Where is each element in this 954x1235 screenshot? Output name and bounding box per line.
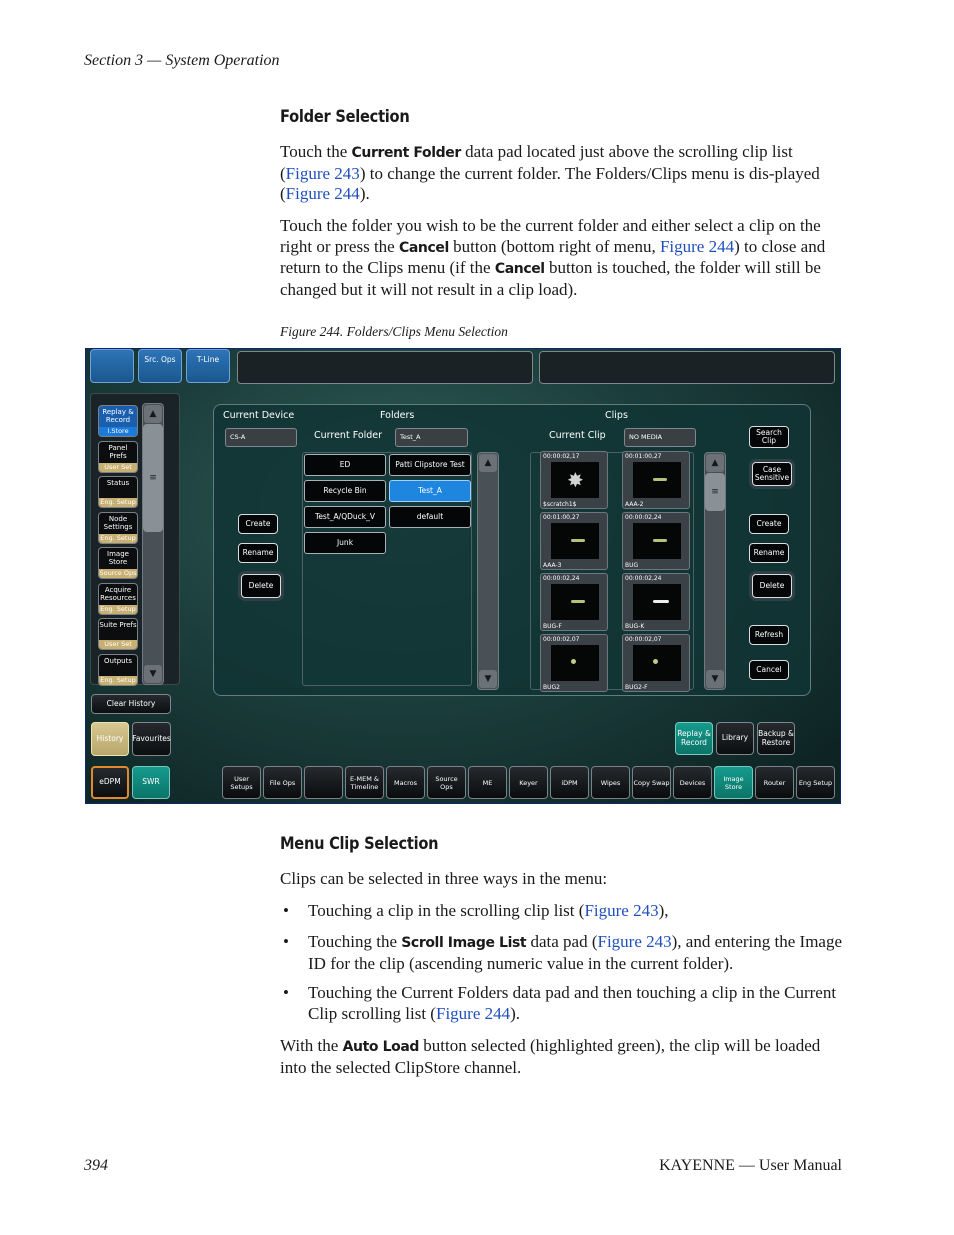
clips-label: Clips: [605, 410, 628, 421]
bottom-bar-button[interactable]: Devices: [673, 766, 712, 799]
top-data-pad-right[interactable]: [539, 351, 835, 384]
folders-label: Folders: [380, 410, 415, 421]
key-icon: [571, 600, 585, 603]
sidebar-item-sub: User Set: [99, 463, 137, 472]
search-clip-button[interactable]: Search Clip: [749, 426, 789, 448]
scroll-thumb-icon[interactable]: ≡: [143, 424, 163, 532]
page-number: 394: [84, 1157, 108, 1174]
clip-name: BUG: [625, 562, 639, 569]
sidebar-item[interactable]: [98, 512, 138, 544]
clip-timecode: 00:01:00,27: [543, 514, 580, 521]
current-folder-field[interactable]: Test_A: [395, 428, 468, 447]
menu-clip-selection-heading: Menu Clip Selection: [280, 834, 439, 854]
sidebar-item-title: Replay & Record: [102, 408, 134, 424]
bottom-bar-button[interactable]: [304, 766, 343, 799]
bullet-1: • Touching a clip in the scrolling clip list (Figure 243),: [283, 901, 669, 920]
clip-timecode: 00:00:02,07: [543, 636, 580, 643]
bottom-bar-button[interactable]: Macros: [386, 766, 425, 799]
sidebar-item-title: Acquire Resources: [100, 585, 136, 602]
clip-thumbnail[interactable]: [540, 512, 608, 570]
menu-clip-outro: With the Auto Load button selected (highlighted green), the clip will be loaded into the selected ClipStore channel.: [280, 1036, 821, 1077]
folder-selection-paragraph-2: Touch the folder you wish to be the current folder and either select a clip on the right or press the Cancel button (bottom right of menu, Figure 244) to close and return to the Clips menu (if the Cancel button is touched, the folder will still be changed but it will not result in a clip load).: [280, 216, 826, 299]
current-folder-label: Current Folder: [314, 430, 383, 441]
current-clip-label: Current Clip: [549, 430, 606, 441]
clip-name: AAA-3: [543, 562, 562, 569]
history-button[interactable]: History: [91, 722, 129, 756]
folder-test-a[interactable]: Test_A: [389, 480, 471, 502]
clip-thumbnail[interactable]: [622, 512, 690, 570]
submenu-backup-restore[interactable]: Backup & Restore: [757, 722, 795, 755]
submenu-replay-record[interactable]: Replay & Record: [675, 722, 713, 755]
scroll-thumb-icon[interactable]: ≡: [705, 473, 725, 511]
key-icon: [571, 539, 585, 542]
sidebar-item-title: Image Store: [107, 550, 129, 566]
sidebar-item[interactable]: [98, 405, 138, 437]
sidebar-item-sub: Eng. Setup: [100, 675, 136, 684]
scroll-down-icon[interactable]: ▼: [706, 670, 724, 688]
clip-name: BUG-F: [543, 623, 562, 630]
sidebar-item-title: Node Settings: [103, 514, 133, 531]
sidebar-item[interactable]: [98, 547, 138, 579]
clip-timecode: 00:00:02,17: [543, 453, 580, 460]
sidebar-item[interactable]: [98, 654, 138, 686]
bottom-bar-button[interactable]: Copy Swap: [632, 766, 671, 799]
scroll-up-icon[interactable]: ▲: [144, 405, 162, 423]
clip-preview: [633, 523, 681, 559]
clip-preview: [551, 523, 599, 559]
sidebar-item-title: Panel Prefs: [108, 443, 128, 460]
section-header: Section 3 — System Operation: [84, 52, 280, 69]
bottom-bar-button[interactable]: File Ops: [263, 766, 302, 799]
folders-clips-screenshot: [85, 348, 841, 804]
top-tab-src-ops[interactable]: Src. Ops: [138, 349, 182, 383]
figure-244-link[interactable]: Figure 244: [435, 1003, 511, 1023]
sidebar-item[interactable]: [98, 618, 138, 650]
dot-icon: [653, 659, 658, 664]
bullet-dot-icon: •: [283, 983, 289, 1002]
sidebar-item-title: Suite Prefs: [99, 621, 137, 629]
folder-test-a-qduck-v[interactable]: Test_A/QDuck_V: [304, 506, 386, 528]
case-sensitive-button[interactable]: Case Sensitive: [752, 462, 792, 486]
clip-scrollbar[interactable]: [704, 452, 726, 690]
folder-scrollbar[interactable]: [477, 452, 499, 690]
figure-243-link[interactable]: Figure 243: [584, 901, 659, 920]
clip-create-button[interactable]: Create: [749, 514, 789, 534]
scroll-up-icon[interactable]: ▲: [706, 454, 724, 472]
bottom-bar-button[interactable]: Image Store: [714, 766, 753, 799]
bottom-bar-button[interactable]: Source Ops: [427, 766, 466, 799]
bottom-bar-button[interactable]: ME: [468, 766, 507, 799]
clip-thumbnail[interactable]: [540, 573, 608, 631]
clip-timecode: 00:00:02,24: [625, 514, 662, 521]
bottom-bar-button[interactable]: iDPM: [550, 766, 589, 799]
current-device-field[interactable]: CS-A: [225, 428, 297, 447]
star-icon: ✸: [567, 468, 584, 492]
folder-selection-paragraph-1: Touch the Current Folder data pad located just above the scrolling clip list (Figure 243) to change the current folder. The Folders/Clips menu is dis-played (Figure 244).: [280, 142, 820, 203]
clip-name: BUG-K: [625, 623, 645, 630]
refresh-button[interactable]: Refresh: [749, 625, 789, 645]
sidebar-item[interactable]: [98, 476, 138, 508]
clip-rename-button[interactable]: Rename: [749, 543, 789, 563]
folder-recycle-bin[interactable]: Recycle Bin: [304, 480, 386, 502]
top-tab-t-line[interactable]: T-Line: [186, 349, 230, 383]
edpm-button[interactable]: eDPM: [91, 766, 129, 799]
key-icon: [653, 478, 667, 481]
clip-preview: [551, 645, 599, 681]
folder-selection-heading: Folder Selection: [280, 107, 410, 127]
scroll-down-icon[interactable]: ▼: [144, 665, 162, 683]
favourites-button[interactable]: Favourites: [132, 722, 171, 756]
sidebar-item-sub: Eng. Setup: [100, 533, 136, 542]
bullet-2: • Touching the Scroll Image List data pad (Figure 243), and entering the Image ID for the clip (ascending numeric value in the current folder).: [283, 932, 843, 973]
clip-thumbnail[interactable]: [622, 451, 690, 509]
folder-ed[interactable]: ED: [304, 454, 386, 476]
key-icon: [653, 600, 669, 603]
folder-patti-clipstore-test[interactable]: Patti Clipstore Test: [389, 454, 471, 476]
current-clip-field[interactable]: NO MEDIA: [624, 428, 696, 447]
clip-thumbnail[interactable]: [622, 634, 690, 692]
sidebar-item-title: Status: [106, 479, 130, 487]
sidebar-item-sub: Eng. Setup: [100, 604, 136, 613]
clip-thumbnail[interactable]: [540, 634, 608, 692]
figure-caption: Figure 244. Folders/Clips Menu Selection: [280, 324, 508, 339]
clear-history-button[interactable]: Clear History: [91, 694, 171, 714]
figure-243-link[interactable]: Figure 243: [597, 932, 672, 951]
folder-default[interactable]: default: [389, 506, 471, 528]
bottom-bar-button[interactable]: User Setups: [222, 766, 261, 799]
sidebar-item[interactable]: [98, 583, 138, 615]
clip-name: AAA-2: [625, 501, 644, 508]
sidebar-scrollbar[interactable]: [142, 403, 164, 685]
clip-delete-button[interactable]: Delete: [752, 574, 792, 598]
clip-thumbnail[interactable]: [622, 573, 690, 631]
figure-244-link[interactable]: Figure 244: [285, 184, 360, 203]
clip-name: BUG2: [543, 684, 560, 691]
sidebar-item-sub: I.Store: [99, 427, 137, 436]
folder-delete-button[interactable]: Delete: [241, 574, 281, 598]
clip-timecode: 00:00:02,24: [625, 575, 662, 582]
figure-243-link[interactable]: Figure 243: [285, 163, 360, 183]
figure-244-link[interactable]: Figure 244: [659, 236, 735, 256]
bullet-3: • Touching the Current Folders data pad and then touching a clip in the Current Clip scrolling list (Figure 244).: [283, 983, 837, 1023]
sidebar-item[interactable]: [98, 441, 138, 473]
submenu-library[interactable]: Library: [716, 722, 754, 755]
clip-timecode: 00:00:02,07: [625, 636, 662, 643]
clip-name: $scratch1$: [543, 501, 577, 508]
menu-clip-intro: Clips can be selected in three ways in the menu:: [280, 869, 608, 888]
bottom-bar-button[interactable]: Keyer: [509, 766, 548, 799]
folder-create-button[interactable]: Create: [238, 514, 278, 534]
scroll-down-icon[interactable]: ▼: [479, 670, 497, 688]
bottom-bar-button[interactable]: E-MEM & Timeline: [345, 766, 384, 799]
bottom-bar-button[interactable]: Eng Setup: [796, 766, 835, 799]
bottom-bar-button[interactable]: Router: [755, 766, 794, 799]
sidebar-item-sub: Source Ops: [99, 569, 137, 577]
clip-preview: [633, 462, 681, 498]
swr-button[interactable]: SWR: [132, 766, 170, 799]
bullet-dot-icon: •: [283, 901, 289, 920]
key-icon: [653, 539, 667, 542]
bottom-bar-button[interactable]: Wipes: [591, 766, 630, 799]
current-device-label: Current Device: [223, 410, 295, 421]
sidebar-item-sub: Eng. Setup: [100, 498, 136, 506]
bullet-dot-icon: •: [283, 932, 289, 951]
clip-preview: [551, 584, 599, 620]
clip-name: BUG2-F: [625, 684, 648, 691]
clip-preview: [633, 645, 681, 681]
sidebar-item-title: Outputs: [104, 656, 132, 665]
folder-junk[interactable]: Junk: [304, 532, 386, 554]
clip-timecode: 00:00:02,24: [543, 575, 580, 582]
top-data-pad-left[interactable]: [237, 351, 533, 384]
clip-preview: [551, 462, 599, 498]
scroll-up-icon[interactable]: ▲: [479, 454, 497, 472]
folder-rename-button[interactable]: Rename: [238, 543, 278, 563]
clip-thumbnail[interactable]: [540, 451, 608, 509]
dot-icon: [571, 659, 576, 664]
footer-title: KAYENNE — User Manual: [659, 1157, 842, 1174]
clip-preview: [633, 584, 681, 620]
top-tab-blank[interactable]: [90, 349, 134, 383]
sidebar-item-sub: User Set: [99, 640, 137, 649]
clip-timecode: 00:01:00,27: [625, 453, 662, 460]
cancel-button[interactable]: Cancel: [749, 660, 789, 680]
